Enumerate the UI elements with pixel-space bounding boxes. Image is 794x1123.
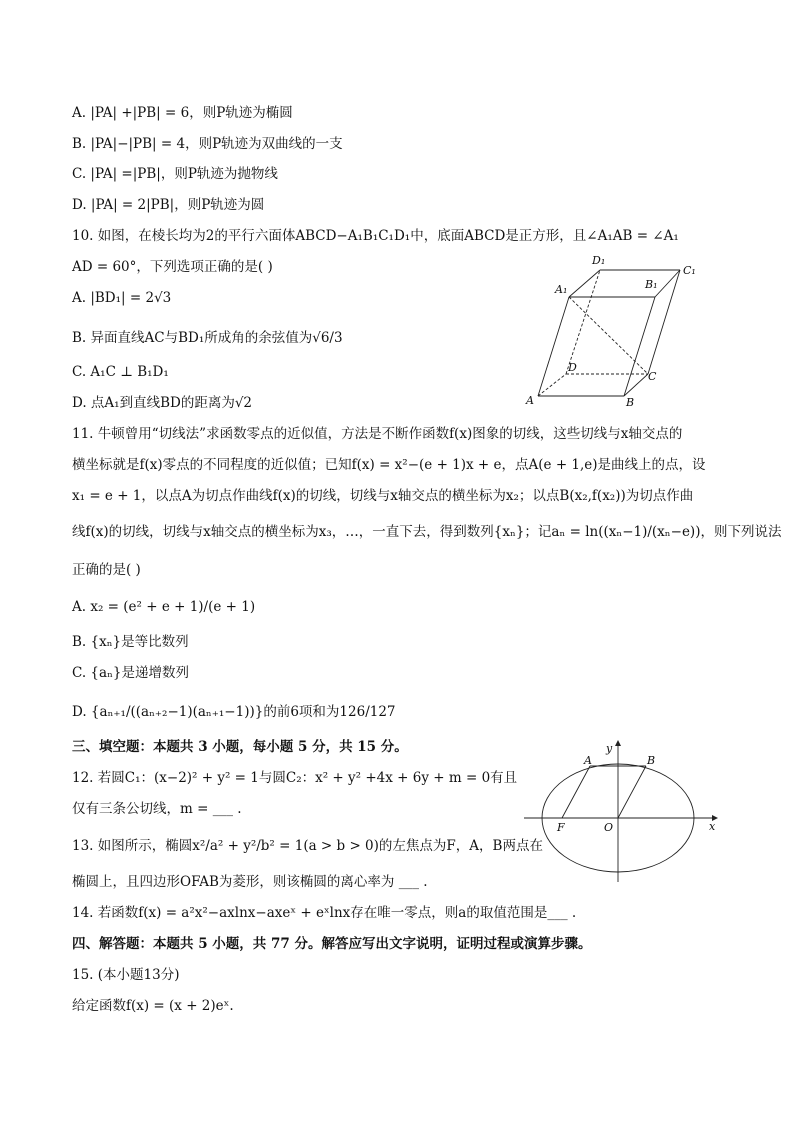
q10-stem-line2: AD = 60°，下列选项正确的是( ) (72, 259, 273, 275)
q15-stem: 给定函数f(x) = (x + 2)eˣ. (72, 998, 234, 1014)
vertex-label-d: D (568, 361, 577, 374)
q13-line2: 椭圆上，且四边形OFAB为菱形，则该椭圆的离心率为 ___ . (72, 874, 428, 890)
q9-option-c: C. |PA| =|PB|，则P轨迹为抛物线 (72, 166, 278, 182)
parallelepiped-figure (520, 250, 710, 410)
q15-title: 15. (本小题13分) (72, 967, 180, 983)
axis-label-y: y (606, 742, 613, 755)
q11-line4: 线f(x)的切线，切线与x轴交点的横坐标为x₃，…，一直下去，得到数列{xₙ}；记aₙ = ln((xₙ−1)/(xₙ−e))，则下列说法 (72, 524, 782, 540)
q11-line5: 正确的是( ) (72, 562, 141, 578)
q9-option-a: A. |PA| +|PB| = 6，则P轨迹为椭圆 (72, 105, 293, 121)
q11-option-d: D. {aₙ₊₁/((aₙ₊₂−1)(aₙ₊₁−1))}的前6项和为126/127 (72, 704, 396, 720)
q9-option-d: D. |PA| = 2|PB|，则P轨迹为圆 (72, 197, 265, 213)
q13-line1: 13. 如图所示，椭圆x²/a² + y²/b² = 1(a > b > 0)的左焦点为F，A，B两点在 (72, 838, 543, 854)
vertex-label-a1: A₁ (555, 283, 568, 296)
vertex-label-b1: B₁ (645, 278, 658, 291)
q11-option-a: A. x₂ = (e² + e + 1)/(e + 1) (72, 599, 256, 615)
q11-line1: 11. 牛顿曾用“切线法”求函数零点的近似值，方法是不断作函数f(x)图象的切线，这些切线与x轴交点的 (72, 426, 683, 442)
point-label-b: B (647, 754, 656, 767)
q10-option-a: A. |BD₁| = 2√3 (72, 290, 172, 306)
vertex-label-c: C (648, 370, 657, 383)
vertex-label-a: A (526, 394, 534, 407)
q11-line3: x₁ = e + 1，以点A为切点作曲线f(x)的切线，切线与x轴交点的横坐标为x₂；以点B(x₂,f(x₂))为切点作曲 (72, 488, 694, 504)
ellipse-figure (520, 736, 725, 886)
point-label-a: A (584, 754, 592, 767)
point-label-o: O (604, 821, 614, 834)
section3-heading: 三、填空题：本题共 3 小题，每小题 5 分，共 15 分。 (72, 739, 408, 755)
vertex-label-c1: C₁ (683, 264, 696, 277)
q10-option-c: C. A₁C ⊥ B₁D₁ (72, 364, 169, 380)
vertex-label-d1: D₁ (592, 254, 606, 267)
q14-stem: 14. 若函数f(x) = a²x²−axlnx−axeˣ + eˣlnx存在唯一零点，则a的取值范围是___ . (72, 905, 577, 921)
vertex-label-b: B (626, 396, 635, 409)
q10-option-b: B. 异面直线AC与BD₁所成角的余弦值为√6/3 (72, 330, 343, 346)
axis-label-x: x (709, 820, 716, 833)
q11-line2: 横坐标就是f(x)零点的不同程度的近似值；已知f(x) = x²−(e + 1)x + e，点A(e + 1,e)是曲线上的点，设 (72, 457, 706, 473)
point-label-f: F (557, 821, 565, 834)
q10-option-d: D. 点A₁到直线BD的距离为√2 (72, 395, 253, 411)
q11-option-b: B. {xₙ}是等比数列 (72, 634, 189, 650)
q12-line1: 12. 若圆C₁：(x−2)² + y² = 1与圆C₂：x² + y² +4x + 6y + m = 0有且 (72, 770, 518, 786)
q12-line2: 仅有三条公切线，m = ___ . (72, 801, 242, 817)
q9-option-b: B. |PA|−|PB| = 4，则P轨迹为双曲线的一支 (72, 136, 343, 152)
q10-stem-line1: 10. 如图，在棱长均为2的平行六面体ABCD−A₁B₁C₁D₁中，底面ABCD是正方形，且∠A₁AB = ∠A₁ (72, 228, 679, 244)
q11-option-c: C. {aₙ}是递增数列 (72, 665, 189, 681)
section4-heading: 四、解答题：本题共 5 小题，共 77 分。解答应写出文字说明，证明过程或演算步骤。 (72, 936, 592, 952)
